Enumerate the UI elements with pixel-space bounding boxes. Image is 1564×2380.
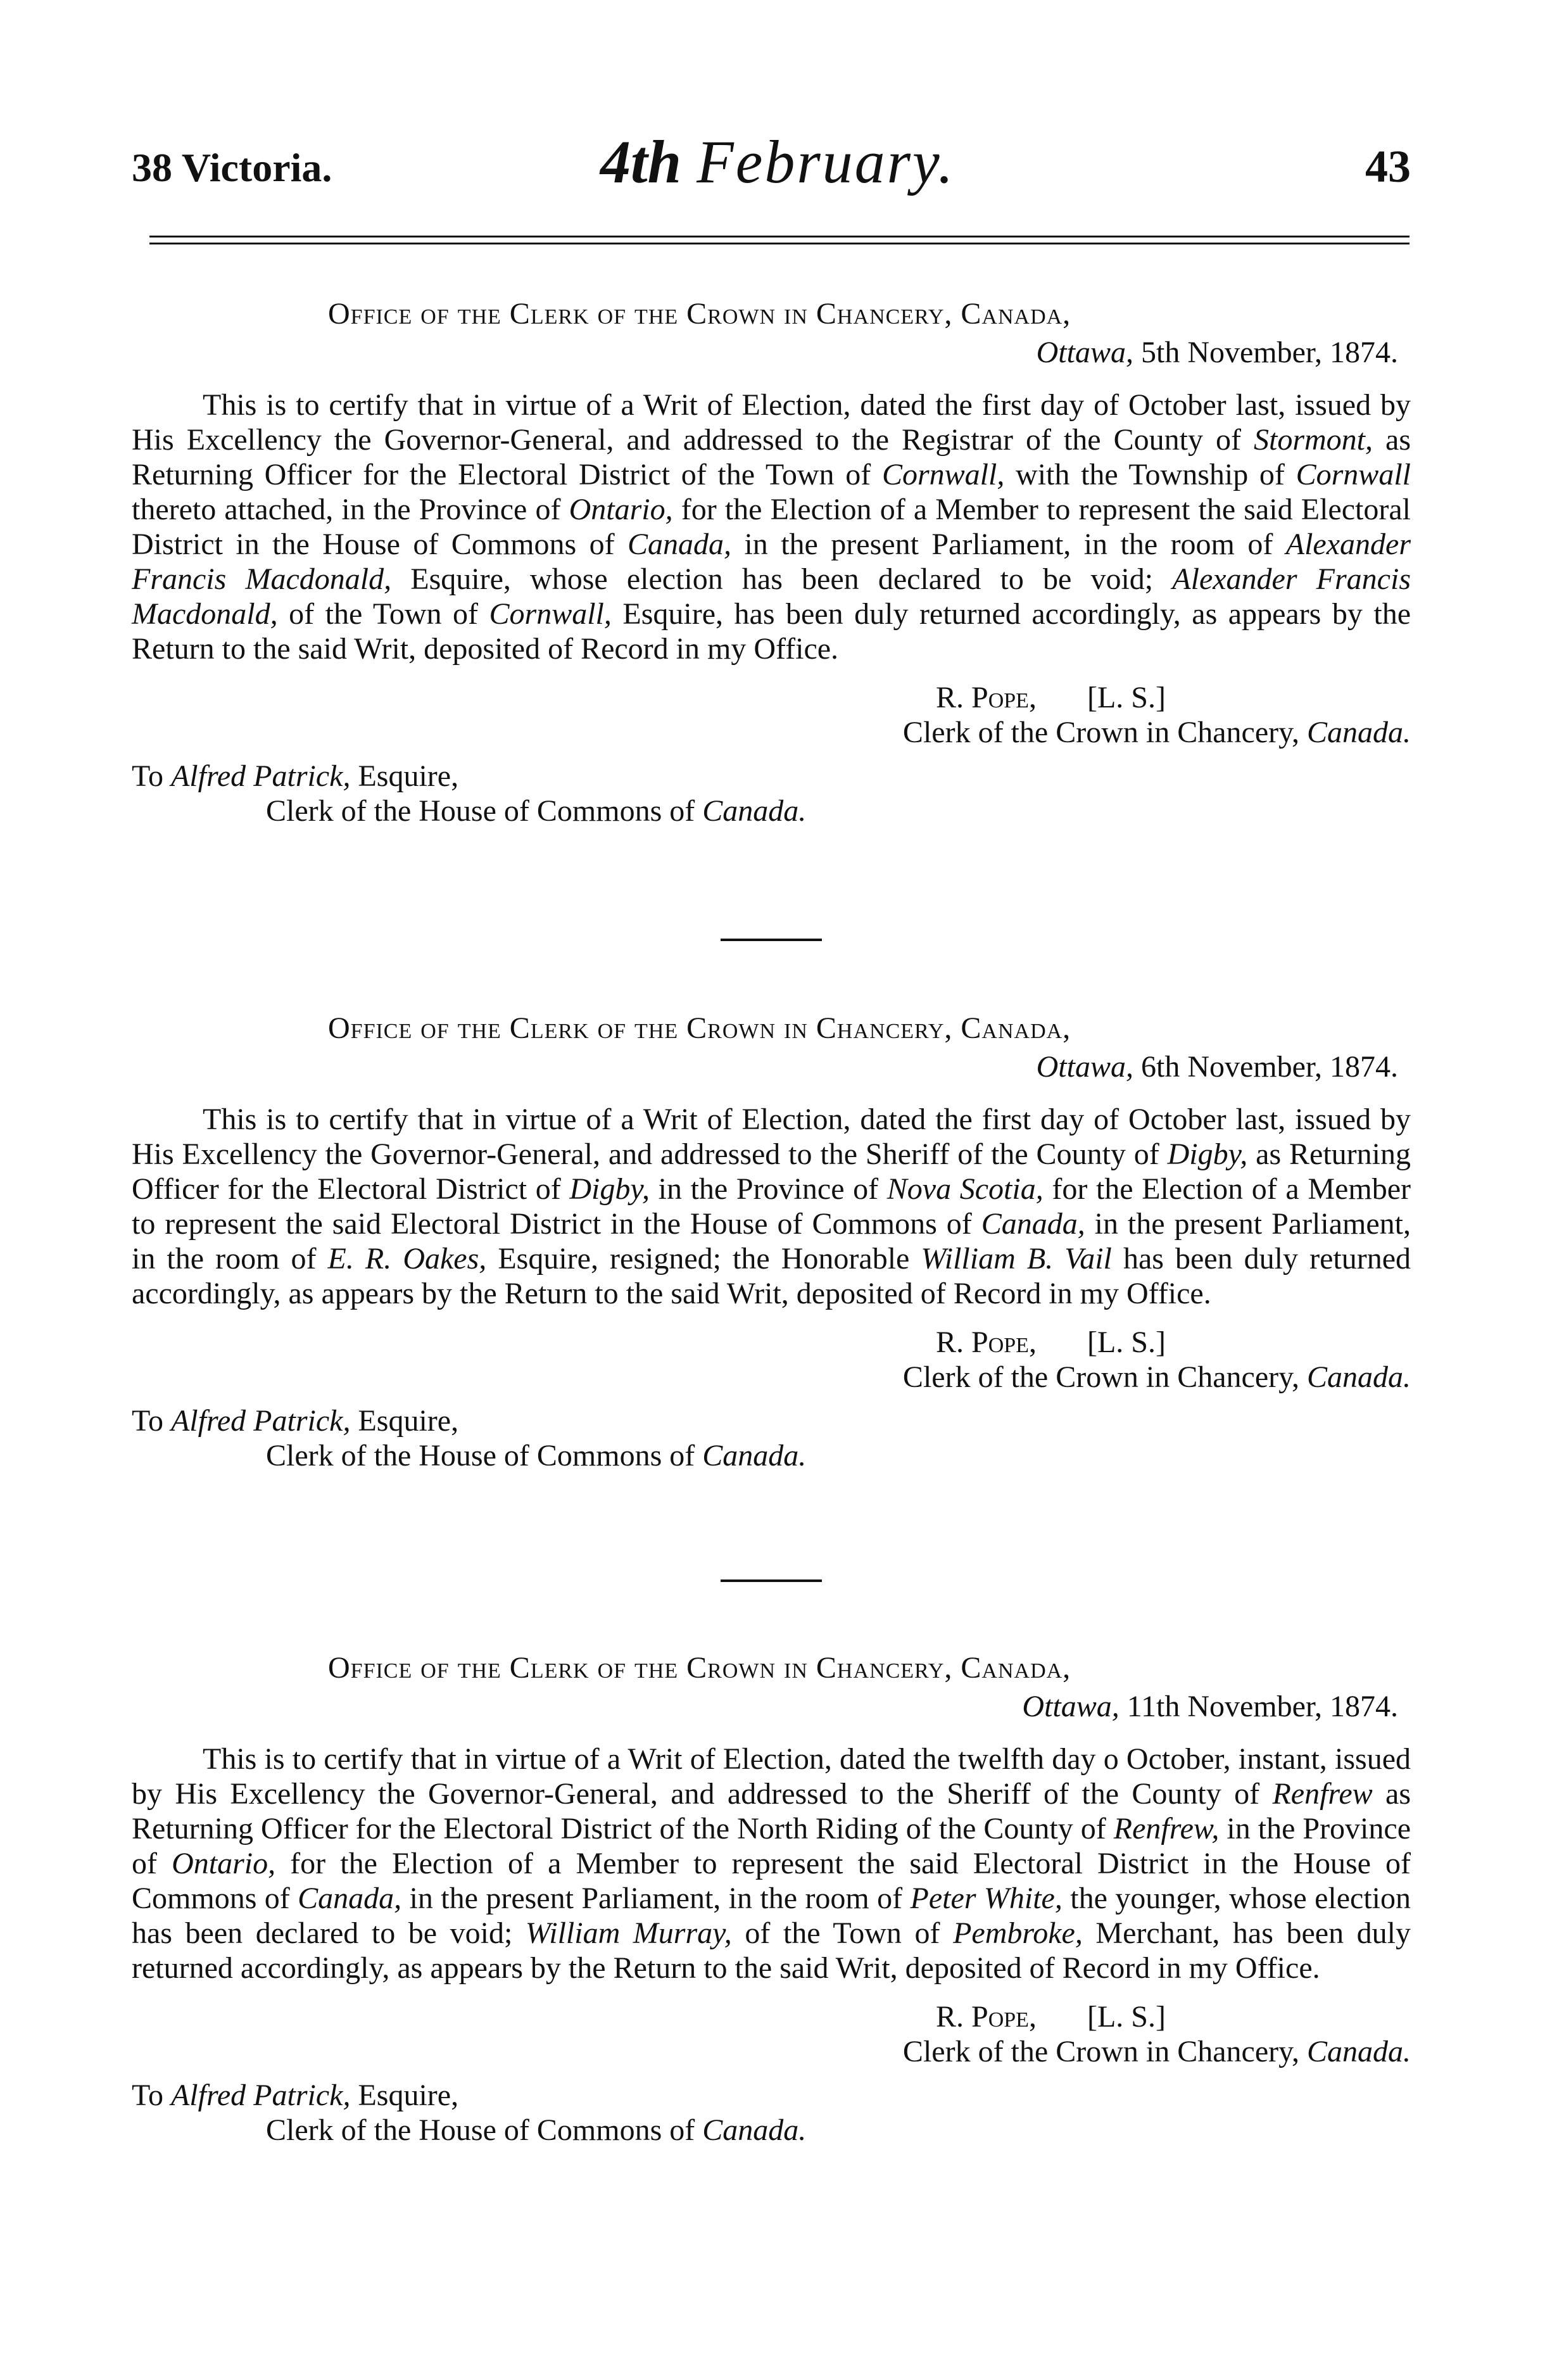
signatory-name: R. Pope, [936, 681, 1037, 714]
signatory-title [132, 2034, 1411, 2069]
office-line: Office of the Clerk of the Crown in Chancery, Canada, [328, 1651, 1071, 1685]
dateline [132, 1689, 1398, 1724]
addressee-name: Alfred Patrick, [170, 2079, 351, 2112]
italic-run: William Murray, [525, 1916, 732, 1950]
signature [936, 1325, 1411, 1360]
notice-2 [132, 1011, 1411, 1473]
italic-run: Cornwall, [881, 458, 1005, 491]
signatory-name: R. Pope, [936, 2000, 1037, 2034]
italic-run: Stormont, [1253, 423, 1373, 457]
text-run: for the Election of a Member to represent the said Electoral District in the House of Commons of [132, 493, 1411, 561]
office-line: Office of the Clerk of the Crown in Chancery, Canada, [328, 1011, 1071, 1045]
dateline [132, 1049, 1398, 1084]
italic-run: Peter White, [910, 1882, 1063, 1915]
dateline-place: Ottawa, [1022, 1690, 1119, 1723]
header-rule [149, 236, 1409, 244]
dateline-date: 11th November, 1874. [1126, 1690, 1398, 1723]
seal-mark: [L. S.] [1087, 2000, 1166, 2034]
italic-run: Canada, [627, 528, 732, 561]
dateline-date: 5th November, 1874. [1140, 336, 1398, 369]
text-run: in the Province of [649, 1172, 887, 1206]
separator-rule [721, 1579, 822, 1582]
dateline-date: 6th November, 1874. [1140, 1050, 1398, 1084]
addressee-title-text: Clerk of the House of Commons of [266, 2113, 695, 2147]
text-run: for the Election of a Member to represent the said Electoral District in the House of Commons of [132, 1847, 1411, 1915]
seal-mark: [L. S.] [1087, 1326, 1166, 1359]
signatory-title [132, 715, 1411, 750]
text-run: Esquire, has been duly returned accordingly, as appears by the Return to the said Writ, deposited of Record in my Office. [132, 597, 1411, 666]
notice-body [132, 388, 1411, 666]
text-run: Esquire, whose election has been declared to be void; [391, 562, 1173, 596]
signature [936, 1999, 1411, 2034]
dateline [132, 335, 1398, 370]
text-run: Esquire, resigned; the Honorable [486, 1242, 921, 1275]
seal-mark: [L. S.] [1087, 681, 1166, 714]
addressee-title-text: Clerk of the House of Commons of [266, 1439, 695, 1472]
header-date [600, 127, 955, 197]
addressee-name: Alfred Patrick, [170, 1404, 351, 1438]
addressee-title [266, 2113, 1411, 2148]
header-date-day: 4th [600, 128, 682, 196]
text-run: This is to certify that in virtue of a Writ of Election, dated the first day of October last, issued by His Excellency the Governor-General, and addressed to the Sheriff of the County of [132, 1103, 1411, 1171]
text-run: This is to certify that in virtue of a Writ of Election, dated the twelfth day o October, instant, issued by His Excellency the Governor-General, and addressed to the Sheriff of the County of [132, 1742, 1411, 1811]
italic-run: William B. Vail [921, 1242, 1112, 1275]
addressee-suffix: Esquire, [358, 1404, 459, 1438]
addressee-title [266, 794, 1411, 828]
text-run: as Returning Officer for the Electoral District of the North Riding of the County of [132, 1777, 1411, 1845]
office-line: Office of the Clerk of the Crown in Chancery, Canada, [328, 297, 1071, 331]
dateline-place: Ottawa, [1036, 336, 1133, 369]
italic-run: Digby, [1167, 1137, 1248, 1171]
signatory-title-country: Canada. [1306, 2035, 1411, 2068]
text-run: in the present Parliament, in the room of [132, 1207, 1411, 1275]
addressee-prefix: To [132, 2079, 163, 2112]
addressee-prefix: To [132, 759, 163, 793]
addressee-title-text: Clerk of the House of Commons of [266, 794, 695, 828]
notice-1 [132, 296, 1411, 828]
addressee-line [132, 1403, 1411, 1438]
header-date-month: February. [697, 128, 955, 196]
addressee-line [132, 2078, 1411, 2113]
signatory-title-text: Clerk of the Crown in Chancery, [902, 1360, 1299, 1394]
italic-run: Pembroke, [953, 1916, 1083, 1950]
text-run: This is to certify that in virtue of a Writ of Election, dated the first day of October last, issued by His Excellency the Governor-General, and addressed to the Registrar of the County of [132, 388, 1411, 457]
addressee-prefix: To [132, 1404, 163, 1438]
signatory-title [132, 1360, 1411, 1395]
signatory-title-country: Canada. [1306, 1360, 1411, 1394]
italic-run: Renfrew [1272, 1777, 1373, 1811]
notice-3 [132, 1650, 1411, 2148]
italic-run: Alexander Francis Macdonald, [132, 562, 1411, 631]
signatory-title-text: Clerk of the Crown in Chancery, [902, 2035, 1299, 2068]
italic-run: Ontario, [172, 1847, 276, 1880]
signatory-name: R. Pope, [936, 1326, 1037, 1359]
signature [936, 680, 1411, 715]
text-run: in the present Parliament, in the room of [731, 528, 1286, 561]
text-run: has been duly returned accordingly, as appears by the Return to the said Writ, deposited of Record in my Office. [132, 1242, 1411, 1310]
italic-run: Alexander Francis Macdonald, [132, 528, 1411, 596]
text-run: as Returning Officer for the Electoral District of [132, 1137, 1411, 1206]
addressee-suffix: Esquire, [358, 2079, 459, 2112]
separator-rule [721, 939, 822, 941]
italic-run: E. R. Oakes, [327, 1242, 487, 1275]
italic-run: Cornwall [1296, 458, 1411, 491]
page-number: 43 [1365, 141, 1411, 192]
notice-body [132, 1742, 1411, 1985]
italic-run: Nova Scotia, [886, 1172, 1044, 1206]
addressee-title-country: Canada. [702, 1439, 807, 1472]
addressee-line [132, 759, 1411, 794]
text-run: of the Town of [277, 597, 489, 631]
italic-run: Digby, [569, 1172, 650, 1206]
italic-run: Canada, [298, 1882, 402, 1915]
text-run: of the Town of [731, 1916, 954, 1950]
regnal-year: 38 Victoria. [132, 145, 332, 190]
notice-body [132, 1102, 1411, 1311]
text-run: the younger, whose election has been declared to be void; [132, 1882, 1411, 1950]
addressee-suffix: Esquire, [358, 759, 459, 793]
text-run: in the present Parliament, in the room of [401, 1882, 911, 1915]
addressee-title-country: Canada. [702, 2113, 807, 2147]
text-run: Merchant, has been duly returned accordingly, as appears by the Return to the said Writ, deposited of Record in my Office. [132, 1916, 1411, 1985]
italic-run: Canada, [981, 1207, 1085, 1241]
signatory-title-text: Clerk of the Crown in Chancery, [902, 716, 1299, 749]
signatory-title-country: Canada. [1306, 716, 1411, 749]
addressee-title-country: Canada. [702, 794, 807, 828]
text-run: thereto attached, in the Province of [132, 493, 569, 526]
italic-run: Renfrew, [1113, 1812, 1220, 1845]
text-run: with the Township of [1004, 458, 1296, 491]
text-run: as Returning Officer for the Electoral District of the Town of [132, 423, 1411, 491]
text-run: in the Province of [132, 1812, 1411, 1880]
addressee-name: Alfred Patrick, [170, 759, 351, 793]
italic-run: Ontario, [569, 493, 673, 526]
text-run: for the Election of a Member to represent the said Electoral District in the House of Commons of [132, 1172, 1411, 1241]
italic-run: Cornwall, [489, 597, 612, 631]
page-header [132, 127, 1411, 196]
dateline-place: Ottawa, [1036, 1050, 1133, 1084]
addressee-title [266, 1438, 1411, 1473]
